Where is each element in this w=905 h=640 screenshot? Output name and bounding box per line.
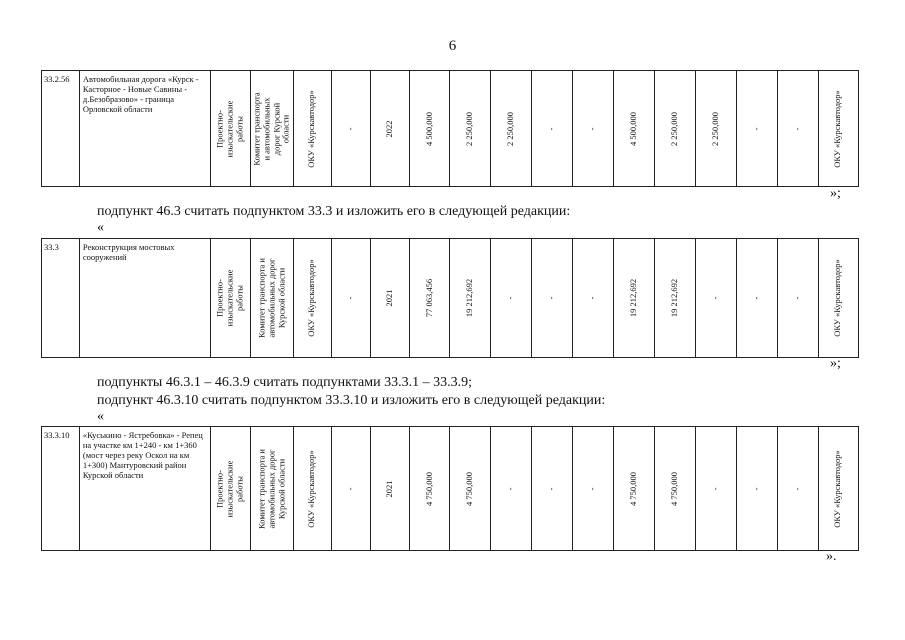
- executor-text: ОКУ «Курскавтодор»: [306, 89, 317, 168]
- value-v5-text: 4 750,000: [628, 471, 639, 506]
- cost: [409, 71, 450, 187]
- work-type-text: [216, 100, 245, 157]
- object-name: «Куськино - Ястребовка» - Репец на участке км 1+240 - км 1+360 (мост через реку Оскол на км 1+300) Мантуровский район Курской области: [79, 427, 210, 551]
- organization-text: ОКУ «Курскавтодор»: [832, 89, 843, 168]
- capacity-text: -: [344, 127, 355, 130]
- work-type-line: Проектно-: [214, 109, 225, 148]
- executor: [293, 239, 331, 358]
- value-v6-text: 4 750,000: [669, 471, 680, 506]
- value-v4: [573, 427, 614, 551]
- row-number: 33.3: [42, 239, 80, 358]
- work-type-line: работы: [234, 115, 245, 142]
- value-v6: [655, 427, 696, 551]
- work-type-text: [216, 270, 245, 327]
- value-v2-text: -: [505, 296, 516, 300]
- value-v3-text: -: [546, 296, 557, 300]
- value-v8: [737, 71, 778, 187]
- value-v4-text: -: [587, 296, 598, 300]
- value-v9-text: -: [792, 127, 803, 130]
- value-v8-text: -: [751, 487, 762, 490]
- customer-line: дорог Курской: [270, 102, 281, 155]
- years: [370, 239, 409, 358]
- customer-text: [257, 258, 286, 338]
- value-v1: [450, 71, 491, 187]
- organization-text: ОКУ «Курскавтодор»: [832, 449, 843, 528]
- customer-line: Комитет транспорта и: [256, 258, 267, 338]
- cost-text: 77 063,456: [423, 278, 434, 318]
- work-type-line: Проектно-: [214, 469, 225, 508]
- table-row: [42, 239, 859, 358]
- value-v5: [614, 427, 655, 551]
- value-v7: [696, 427, 737, 551]
- customer-line: Курской области: [275, 267, 286, 329]
- capacity-text: -: [344, 296, 355, 300]
- value-v7-text: -: [710, 487, 721, 490]
- cost: [409, 427, 450, 551]
- capacity: [331, 427, 370, 551]
- organization: [818, 71, 858, 187]
- customer-line: автомобильных дорог: [265, 258, 276, 338]
- years-text: 2021: [383, 289, 394, 307]
- value-v2-text: -: [505, 487, 516, 490]
- years: [370, 427, 409, 551]
- value-v3: [532, 239, 573, 358]
- work-type-line: изыскательские: [224, 460, 235, 517]
- work-type: [210, 239, 250, 358]
- closing-quote: »;: [830, 186, 841, 201]
- executor-text: ОКУ «Курскавтодор»: [306, 449, 317, 528]
- work-type-line: Проектно-: [214, 279, 225, 317]
- table-row-33-3-10: [41, 426, 859, 551]
- paragraph-46-3-10: подпункт 46.3.10 считать подпунктом 33.3.10 и изложить его в следующей редакции:: [97, 393, 606, 408]
- value-v4-text: -: [587, 487, 598, 490]
- years-text: 2021: [383, 480, 394, 497]
- value-v9: [777, 427, 818, 551]
- cost: [409, 239, 450, 358]
- value-v8-text: -: [751, 127, 762, 130]
- value-v8-text: -: [751, 296, 762, 300]
- value-v8: [737, 239, 778, 358]
- customer-line: Комитет транспорта: [251, 91, 262, 166]
- customer-line: Комитет транспорта и: [256, 448, 267, 529]
- value-v5: [614, 71, 655, 187]
- customer-text: [257, 449, 286, 529]
- value-v5: [614, 239, 655, 358]
- table-row: [42, 427, 859, 551]
- work-type-text: [216, 460, 245, 517]
- value-v9: [777, 71, 818, 187]
- value-v1: [450, 239, 491, 358]
- work-type: [210, 427, 250, 551]
- work-type-line: работы: [234, 475, 245, 502]
- capacity: [331, 239, 370, 358]
- value-v3-text: -: [546, 487, 557, 490]
- capacity-text: -: [344, 487, 355, 490]
- work-type-line: изыскательские: [224, 269, 235, 327]
- organization-text: ОКУ «Курскавтодор»: [832, 259, 843, 337]
- closing-quote: ».: [826, 549, 837, 564]
- cost-text: 4 500,000: [423, 111, 434, 146]
- value-v7: [696, 71, 737, 187]
- cost-text: 4 750,000: [423, 471, 434, 506]
- value-v9: [777, 239, 818, 358]
- closing-quote: »;: [830, 356, 841, 371]
- value-v8: [737, 427, 778, 551]
- value-v5-text: 19 212,692: [628, 278, 639, 318]
- customer: [250, 71, 293, 187]
- table-row-33-3: [41, 238, 859, 358]
- customer-line: области: [280, 114, 291, 143]
- value-v6-text: 2 250,000: [669, 111, 680, 146]
- opening-quote: «: [97, 220, 104, 235]
- object-name: Автомобильная дорога «Курск - Касторное - Новые Савины - д.Безобразово» - граница Орловской области: [79, 71, 210, 187]
- customer-text: [252, 92, 291, 165]
- value-v1-text: 19 212,692: [464, 278, 475, 318]
- row-number: 33.2.56: [42, 71, 80, 187]
- paragraph-46-3-1-9: подпункты 46.3.1 – 46.3.9 считать подпунктами 33.3.1 – 33.3.9;: [97, 375, 473, 390]
- years-text: 2022: [383, 120, 394, 137]
- value-v1: [450, 427, 491, 551]
- value-v2: [491, 71, 532, 187]
- value-v4: [573, 71, 614, 187]
- organization: [818, 427, 858, 551]
- customer: [250, 427, 293, 551]
- executor: [293, 427, 331, 551]
- table-row-33-2-56: [41, 70, 859, 187]
- value-v6: [655, 239, 696, 358]
- work-type: [210, 71, 250, 187]
- organization: [818, 239, 858, 358]
- customer-line: Курской области: [275, 458, 286, 519]
- value-v7-text: -: [710, 296, 721, 300]
- value-v5-text: 4 500,000: [628, 111, 639, 146]
- value-v9-text: -: [792, 487, 803, 490]
- work-type-line: работы: [234, 285, 245, 311]
- page-number: 6: [448, 38, 457, 54]
- value-v3: [532, 71, 573, 187]
- work-type-line: изыскательские: [224, 100, 235, 157]
- value-v6: [655, 71, 696, 187]
- value-v2: [491, 427, 532, 551]
- value-v3-text: -: [546, 127, 557, 130]
- value-v7-text: 2 250,000: [710, 111, 721, 146]
- capacity: [331, 71, 370, 187]
- customer-line: и автомобильных: [261, 96, 272, 161]
- value-v2-text: 2 250,000: [505, 111, 516, 146]
- value-v2: [491, 239, 532, 358]
- row-number: 33.3.10: [42, 427, 80, 551]
- years: [370, 71, 409, 187]
- customer-line: автомобильных дорог: [265, 448, 276, 529]
- value-v1-text: 4 750,000: [464, 471, 475, 506]
- value-v7: [696, 239, 737, 358]
- value-v9-text: -: [792, 296, 803, 300]
- value-v1-text: 2 250,000: [464, 111, 475, 146]
- customer: [250, 239, 293, 358]
- value-v6-text: 19 212,692: [669, 278, 680, 318]
- object-name: Реконструкция мостовых сооружений: [79, 239, 210, 358]
- value-v4-text: -: [587, 127, 598, 130]
- executor-text: ОКУ «Курскавтодор»: [306, 259, 317, 337]
- paragraph-46-3: подпункт 46.3 считать подпунктом 33.3 и изложить его в следующей редакции:: [97, 204, 571, 219]
- table-row: [42, 71, 859, 187]
- executor: [293, 71, 331, 187]
- opening-quote: «: [97, 409, 104, 424]
- value-v4: [573, 239, 614, 358]
- value-v3: [532, 427, 573, 551]
